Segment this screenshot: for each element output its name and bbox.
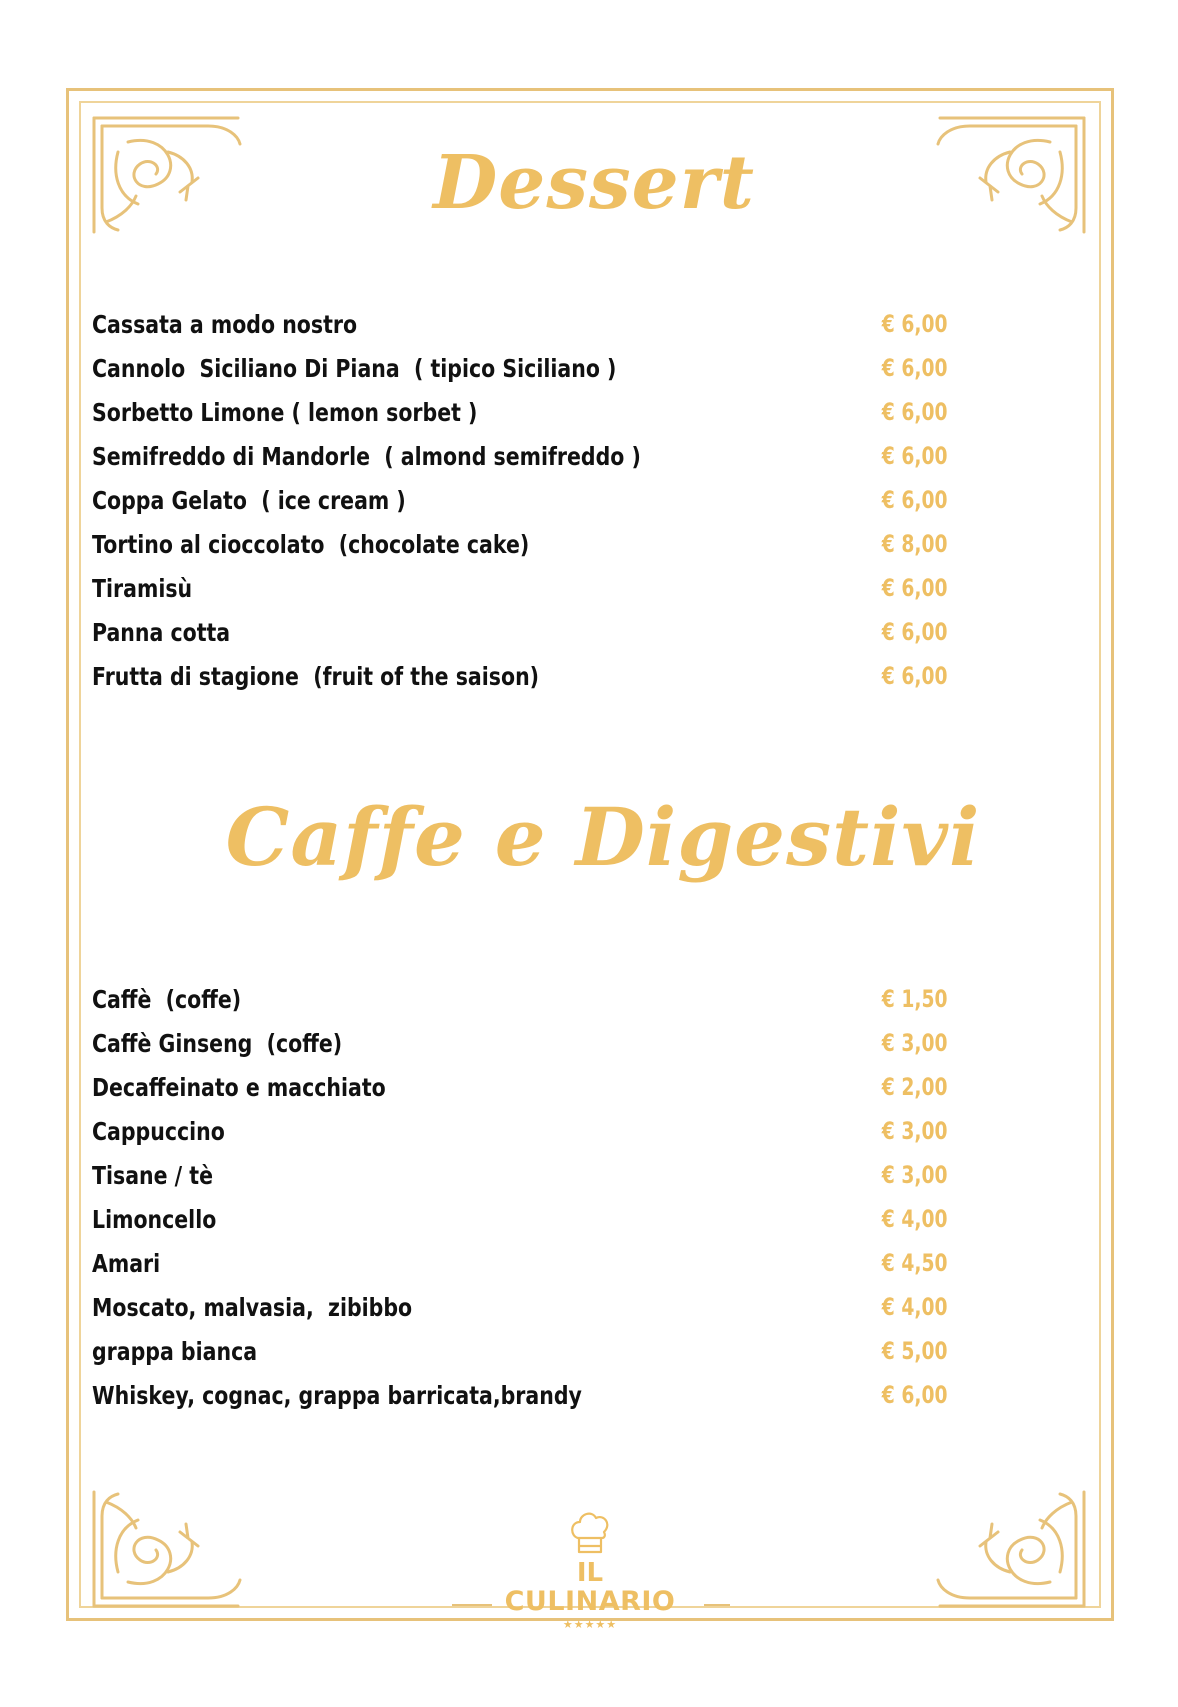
- menu-item-name: Amari: [92, 1248, 161, 1278]
- logo-text-il: IL: [576, 1558, 604, 1588]
- menu-item-row: [92, 522, 952, 566]
- menu-item-price: € 6,00: [881, 398, 948, 426]
- dessert-menu-list: [92, 302, 952, 698]
- menu-item-name: Limoncello: [92, 1204, 217, 1234]
- menu-item-row: [92, 1241, 952, 1285]
- menu-item-row: [92, 1197, 952, 1241]
- menu-item-row: [92, 610, 952, 654]
- menu-item-name: Caffè (coffe): [92, 984, 242, 1014]
- menu-item-price: € 3,00: [881, 1161, 948, 1189]
- menu-item-name: Whiskey, cognac, grappa barricata,brandy: [92, 1380, 582, 1410]
- chef-hat-icon: [568, 1508, 612, 1558]
- menu-item-price: € 3,00: [881, 1117, 948, 1145]
- menu-item-name: Sorbetto Limone ( lemon sorbet ): [92, 397, 478, 427]
- section-title-caffe: Caffe e Digestivi: [225, 790, 981, 884]
- ornament-corner-icon: [890, 1442, 1090, 1612]
- logo-stars: ★★★★★: [562, 1619, 618, 1631]
- menu-item-row: [92, 1329, 952, 1373]
- menu-item-name: grappa bianca: [92, 1336, 258, 1366]
- menu-item-row: [92, 478, 952, 522]
- menu-item-row: [92, 390, 952, 434]
- menu-item-row: [92, 566, 952, 610]
- menu-item-name: Cappuccino: [92, 1116, 225, 1146]
- menu-item-price: € 6,00: [881, 310, 948, 338]
- menu-item-name: Semifreddo di Mandorle ( almond semifreddo ): [92, 441, 641, 471]
- menu-item-price: € 6,00: [881, 618, 948, 646]
- restaurant-logo: [480, 1508, 700, 1638]
- menu-item-name: Tiramisù: [92, 573, 193, 603]
- menu-item-row: [92, 1065, 952, 1109]
- menu-item-row: [92, 302, 952, 346]
- menu-item-name: Caffè Ginseng (coffe): [92, 1028, 343, 1058]
- ornament-corner-icon: [88, 1442, 288, 1612]
- menu-item-name: Coppa Gelato ( ice cream ): [92, 485, 406, 515]
- menu-item-name: Moscato, malvasia, zibibbo: [92, 1292, 413, 1322]
- menu-item-row: [92, 1373, 952, 1417]
- menu-item-row: [92, 434, 952, 478]
- menu-item-name: Decaffeinato e macchiato: [92, 1072, 386, 1102]
- menu-item-price: € 6,00: [881, 1381, 948, 1409]
- menu-item-row: [92, 1021, 952, 1065]
- caffe-menu-list: [92, 977, 952, 1417]
- menu-item-price: € 6,00: [881, 442, 948, 470]
- menu-item-row: [92, 1285, 952, 1329]
- menu-item-name: Cannolo Siciliano Di Piana ( tipico Siciliano ): [92, 353, 617, 383]
- menu-item-price: € 8,00: [881, 530, 948, 558]
- menu-item-name: Cassata a modo nostro: [92, 309, 358, 339]
- menu-item-price: € 2,00: [881, 1073, 948, 1101]
- menu-item-price: € 6,00: [881, 486, 948, 514]
- menu-item-price: € 1,50: [881, 985, 948, 1013]
- menu-item-row: [92, 346, 952, 390]
- menu-item-price: € 6,00: [881, 662, 948, 690]
- menu-item-name: Tortino al cioccolato (chocolate cake): [92, 529, 530, 559]
- menu-item-price: € 4,50: [881, 1249, 948, 1277]
- menu-item-price: € 6,00: [881, 354, 948, 382]
- menu-item-name: Panna cotta: [92, 617, 231, 647]
- menu-item-price: € 6,00: [881, 574, 948, 602]
- menu-item-row: [92, 1109, 952, 1153]
- menu-item-name: Frutta di stagione (fruit of the saison): [92, 661, 540, 691]
- menu-item-price: € 4,00: [881, 1205, 948, 1233]
- menu-item-name: Tisane / tè: [92, 1160, 214, 1190]
- menu-item-price: € 4,00: [881, 1293, 948, 1321]
- menu-item-row: [92, 977, 952, 1021]
- logo-text-name: CULINARIO: [504, 1586, 676, 1617]
- section-title-dessert: Dessert: [433, 140, 755, 226]
- logo-divider-right: [704, 1604, 730, 1606]
- menu-item-price: € 3,00: [881, 1029, 948, 1057]
- menu-item-row: [92, 654, 952, 698]
- menu-item-price: € 5,00: [881, 1337, 948, 1365]
- menu-item-row: [92, 1153, 952, 1197]
